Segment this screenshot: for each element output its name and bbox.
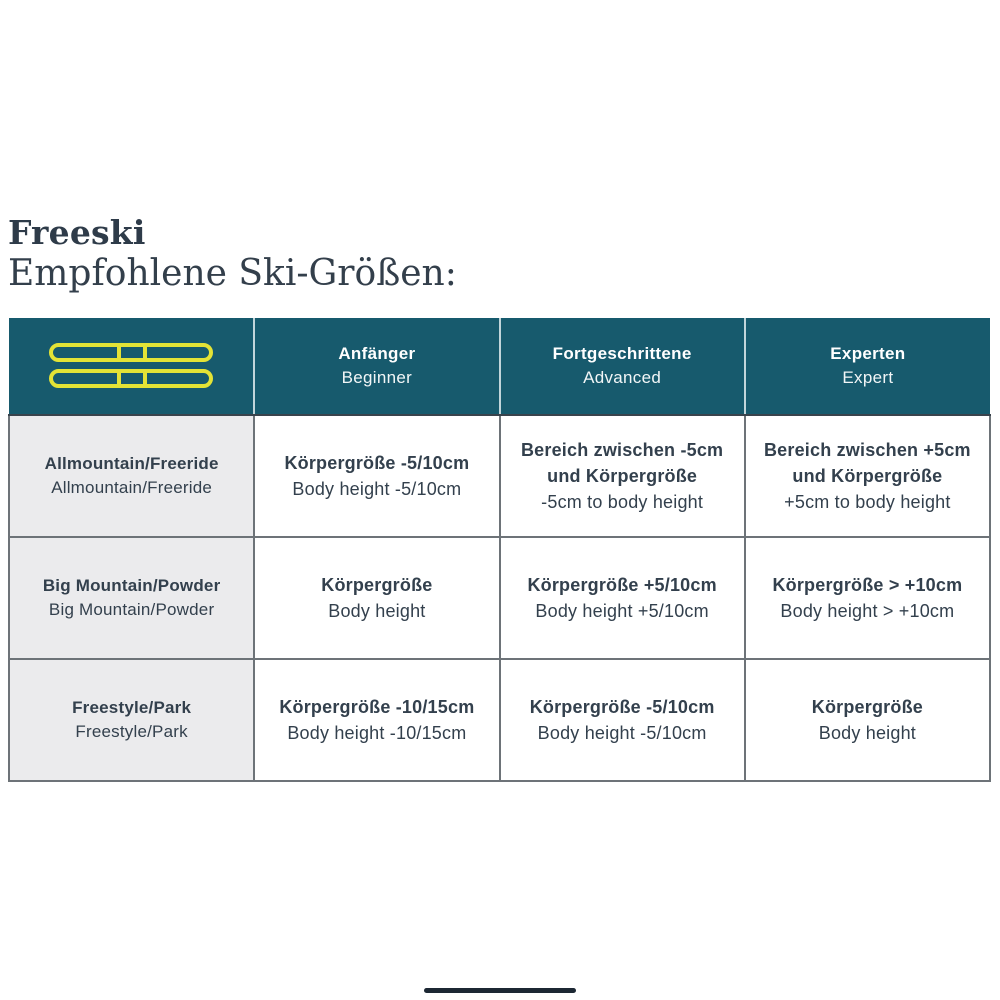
table-header-icon-cell [9, 318, 254, 415]
home-indicator-bar [424, 988, 576, 993]
table-cell [745, 537, 990, 659]
table-cell [254, 415, 499, 537]
column-header-advanced [500, 318, 745, 415]
table-row-allmountain-freeride [9, 415, 990, 537]
table-cell [500, 659, 745, 781]
table-row-big-mountain-powder [9, 537, 990, 659]
column-header-en: Advanced [583, 368, 662, 387]
row-label-en: Allmountain/Freeride [51, 478, 213, 497]
row-label-en: Big Mountain/Powder [48, 600, 215, 619]
page-title: Freeski [8, 213, 146, 252]
cell-value-de: Körpergröße -10/15cm [279, 697, 475, 717]
cell-value-en: -5cm to body height [541, 492, 704, 512]
cell-value-de: Körpergröße [321, 575, 433, 595]
cell-value-de: Körpergröße -5/10cm [529, 697, 715, 717]
column-header-de: Experten [830, 344, 906, 363]
table-cell [745, 659, 990, 781]
column-header-de: Fortgeschrittene [552, 344, 692, 363]
cell-value-en: Body height -5/10cm [292, 479, 462, 499]
table-header-row [9, 318, 990, 415]
cell-value-en: Body height [818, 723, 917, 743]
page-subtitle: Empfohlene Ski-Größen: [8, 253, 457, 294]
table-cell [254, 537, 499, 659]
row-label-de: Allmountain/Freeride [44, 454, 219, 473]
cell-value-en: +5cm to body height [784, 492, 951, 512]
table-cell [500, 415, 745, 537]
ski-size-table [8, 318, 991, 782]
cell-value-en: Body height > +10cm [780, 601, 955, 621]
column-header-expert [745, 318, 990, 415]
row-label-freestyle-park [9, 659, 254, 781]
cell-value-de: Körpergröße [811, 697, 923, 717]
column-header-beginner [254, 318, 499, 415]
heading-block [8, 214, 457, 296]
cell-value-de: Körpergröße > +10cm [772, 575, 963, 595]
row-label-en: Freestyle/Park [75, 722, 188, 741]
column-header-en: Beginner [341, 368, 413, 387]
row-label-de: Freestyle/Park [72, 698, 192, 717]
cell-value-de: Bereich zwischen -5cm und Körpergröße [520, 440, 724, 486]
row-label-de: Big Mountain/Powder [42, 576, 221, 595]
table-cell [500, 537, 745, 659]
cell-value-en: Body height [328, 601, 426, 621]
cell-value-en: Body height -5/10cm [537, 723, 707, 743]
row-label-big-mountain-powder [9, 537, 254, 659]
column-header-en: Expert [842, 368, 894, 387]
table-row-freestyle-park [9, 659, 990, 781]
column-header-de: Anfänger [338, 344, 416, 363]
table-cell [745, 415, 990, 537]
cell-value-de: Körpergröße +5/10cm [527, 575, 717, 595]
cell-value-en: Body height -10/15cm [287, 723, 467, 743]
cell-value-en: Body height +5/10cm [535, 601, 709, 621]
ski-pair-icon [9, 318, 253, 414]
cell-value-de: Körpergröße -5/10cm [284, 453, 470, 473]
cell-value-de: Bereich zwischen +5cm und Körpergröße [763, 440, 971, 486]
row-label-allmountain-freeride [9, 415, 254, 537]
table-cell [254, 659, 499, 781]
